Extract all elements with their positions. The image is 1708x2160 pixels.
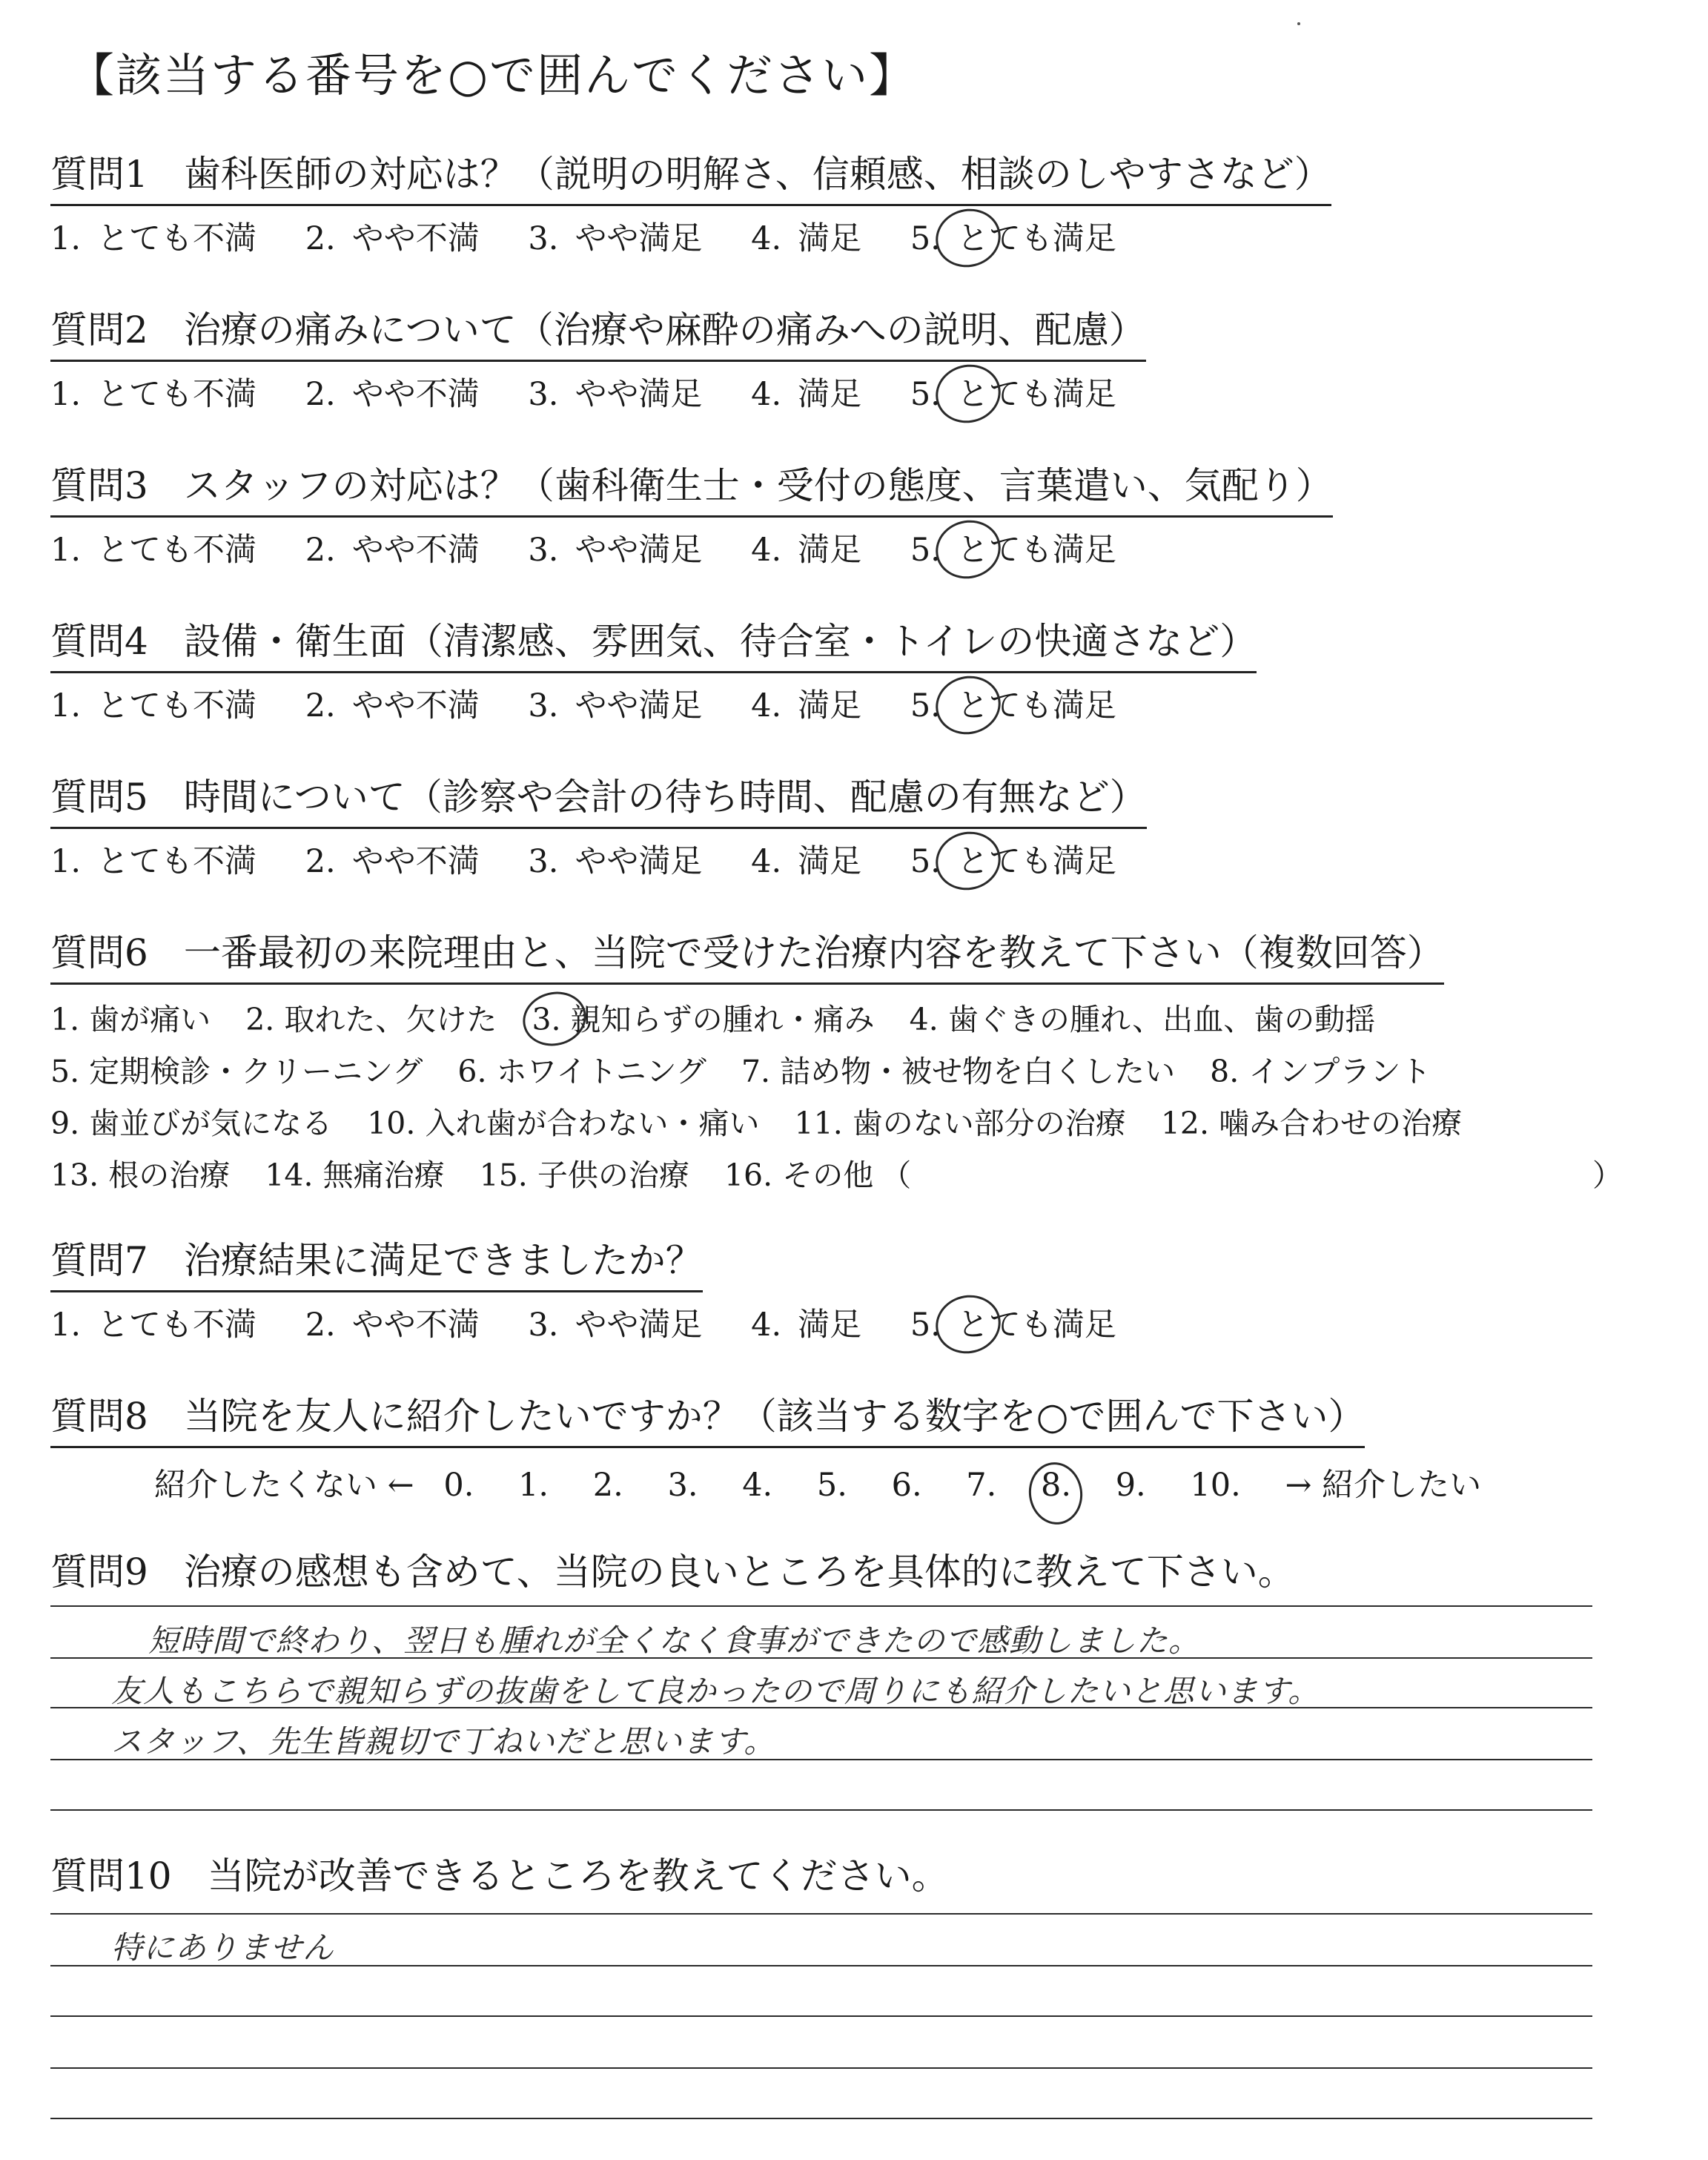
option-number: 3. (528, 220, 559, 257)
question-8 (50, 1387, 1481, 1505)
option-number: 5. (910, 687, 941, 724)
option-number: 1. (50, 687, 82, 724)
score-4[interactable] (742, 1467, 772, 1504)
option-12[interactable] (1161, 1097, 1462, 1149)
option-number: 5. (910, 1307, 941, 1344)
question-text: 歯科医師の対応は？（説明の明解さ、信頼感、相談のしやすさなど） (183, 153, 1331, 196)
option-5[interactable] (910, 525, 1116, 570)
option-number: 1. (50, 376, 82, 413)
answer-rule (50, 2067, 1592, 2069)
option-2[interactable] (305, 369, 480, 415)
rating-scale (50, 369, 1155, 415)
option-label: とても満足 (956, 532, 1116, 569)
option-2[interactable] (305, 681, 480, 726)
option-3[interactable] (528, 681, 702, 726)
question-text: 治療の痛みについて（治療や麻酔の痛みへの説明、配慮） (183, 308, 1146, 351)
option-4[interactable] (751, 214, 861, 259)
question-text: 治療結果に満足できましたか？ (183, 1239, 703, 1282)
option-label: 歯が痛い (89, 1002, 211, 1037)
question-7-title (50, 1231, 703, 1292)
option-4[interactable] (751, 369, 861, 415)
handwritten-answer-line: スタッフ、先生皆親切で丁ねいだと思います。 (111, 1723, 776, 1760)
option-3[interactable] (528, 369, 702, 415)
option-label: やや満足 (575, 843, 703, 880)
option-label: やや不満 (351, 687, 480, 724)
option-3[interactable] (528, 1300, 702, 1345)
option-number: 1. (50, 220, 82, 257)
question-3-title (50, 456, 1333, 518)
option-number: 2. (305, 687, 336, 724)
option-label: 歯のない部分の治療 (852, 1106, 1126, 1141)
option-number: 3. (528, 843, 559, 880)
option-number: 3. (528, 532, 559, 569)
question-2 (50, 300, 1155, 415)
option-1[interactable] (50, 681, 256, 726)
option-2[interactable] (305, 214, 480, 259)
question-3 (50, 456, 1333, 570)
handwritten-answer-line: 特にありません (111, 1929, 335, 1966)
score-label: 0. (443, 1467, 474, 1504)
option-label: やや満足 (575, 376, 703, 413)
question-text: 当院を友人に紹介したいですか？（該当する数字を○で囲んで下さい） (183, 1395, 1366, 1438)
option-number: 2. (305, 220, 336, 257)
option-11[interactable] (795, 1097, 1126, 1149)
option-number: 4. (751, 532, 782, 569)
option-number: 1. (50, 1002, 80, 1037)
question-7 (50, 1231, 1155, 1345)
option-2[interactable] (305, 525, 480, 570)
option-number: 5. (910, 376, 941, 413)
score-label: 1. (518, 1467, 549, 1504)
option-number: 3. (528, 376, 559, 413)
option-5[interactable] (50, 1046, 423, 1097)
option-1[interactable] (50, 994, 211, 1046)
score-label: 8. (1041, 1467, 1072, 1504)
option-row (50, 1046, 1487, 1097)
option-label: とても満足 (956, 843, 1116, 880)
option-number: 2. (305, 376, 336, 413)
option-label: やや不満 (351, 1307, 480, 1344)
question-number: 質問3 (50, 464, 148, 507)
option-label: とても不満 (97, 687, 257, 724)
option-3[interactable] (528, 836, 702, 882)
option-8[interactable] (1210, 1046, 1431, 1097)
option-number: 3. (528, 687, 559, 724)
option-1[interactable] (50, 1300, 256, 1345)
option-label: 満足 (798, 1307, 862, 1344)
option-15[interactable] (480, 1149, 689, 1201)
option-label: とても不満 (97, 532, 257, 569)
option-1[interactable] (50, 214, 256, 259)
option-label: とても不満 (97, 376, 257, 413)
selection-circle (930, 825, 1007, 897)
score-8[interactable] (1041, 1467, 1071, 1504)
option-label: インプラント (1248, 1054, 1431, 1089)
option-label: 満足 (798, 687, 862, 724)
score-label: 5. (816, 1467, 847, 1504)
question-number: 質問10 (50, 1855, 172, 1898)
option-label: 詰め物・被せ物を白くしたい (780, 1054, 1176, 1089)
option-1[interactable] (50, 525, 256, 570)
question-6-title (50, 923, 1444, 985)
option-number: 13. (50, 1157, 99, 1193)
question-1-title (50, 145, 1331, 206)
score-label: 2. (592, 1467, 623, 1504)
question-1 (50, 145, 1331, 259)
selection-circle (930, 670, 1007, 742)
option-4[interactable] (751, 1300, 861, 1345)
question-number: 質問8 (50, 1395, 148, 1438)
option-label: 子供の治療 (537, 1157, 689, 1193)
answer-rule (50, 2015, 1592, 2017)
rating-scale (50, 525, 1333, 570)
option-label: 定期検診・クリーニング (89, 1054, 423, 1089)
question-5-title (50, 767, 1147, 829)
question-8-title (50, 1387, 1365, 1448)
score-label: 9. (1115, 1467, 1146, 1504)
scale-left-label: 紹介したくない ← (154, 1467, 414, 1504)
score-7[interactable] (966, 1467, 996, 1504)
option-5[interactable] (910, 214, 1116, 259)
option-label: やや満足 (575, 1307, 703, 1344)
multi-choice-list (50, 994, 1623, 1201)
option-number: 4. (751, 687, 782, 724)
score-label: 7. (966, 1467, 997, 1504)
handwritten-answer-line: 友人もこちらで親知らずの抜歯をして良かったので周りにも紹介したいと思います。 (111, 1673, 1320, 1709)
question-2-title (50, 300, 1146, 362)
score-label: 6. (891, 1467, 922, 1504)
score-5[interactable] (817, 1467, 847, 1504)
option-5[interactable] (910, 681, 1116, 726)
option-number: 7. (741, 1054, 771, 1089)
answer-rule (50, 1605, 1592, 1607)
option-label: とても不満 (97, 1307, 257, 1344)
option-4[interactable] (751, 525, 861, 570)
option-label: ホワイトニング (496, 1054, 706, 1089)
score-2[interactable] (593, 1467, 623, 1504)
stray-mark (1297, 22, 1300, 25)
option-10[interactable] (367, 1097, 759, 1149)
option-label: とても不満 (97, 220, 257, 257)
option-number: 8. (1210, 1054, 1239, 1089)
option-label: 噛み合わせの治療 (1219, 1106, 1463, 1141)
question-text: スタッフの対応は？（歯科衛生士・受付の態度、言葉遣い、気配り） (183, 464, 1333, 507)
option-label: 歯並びが気になる (89, 1106, 333, 1141)
selection-circle (930, 358, 1007, 430)
option-number: 3. (532, 1002, 561, 1037)
option-14[interactable] (265, 1149, 444, 1201)
page-title: 【該当する番号を○で囲んでください】 (68, 48, 917, 102)
score-6[interactable] (892, 1467, 922, 1504)
option-number: 10. (367, 1106, 416, 1141)
option-label: やや不満 (351, 532, 480, 569)
option-5[interactable] (910, 836, 1116, 882)
answer-rule (50, 2118, 1592, 2119)
selection-circle (930, 514, 1007, 586)
option-label: とても満足 (956, 220, 1116, 257)
question-4-title (50, 612, 1257, 673)
selection-circle (1025, 1459, 1087, 1527)
option-9[interactable] (50, 1097, 332, 1149)
other-paren-open: （ (881, 1157, 912, 1193)
selection-circle (930, 1289, 1007, 1361)
score-0[interactable] (443, 1467, 474, 1504)
option-number: 4. (909, 1002, 939, 1037)
option-label: やや不満 (351, 376, 480, 413)
score-9[interactable] (1116, 1467, 1146, 1504)
answer-rule (50, 1913, 1592, 1915)
option-number: 1. (50, 1307, 82, 1344)
score-label: 3. (667, 1467, 698, 1504)
option-label: やや満足 (575, 687, 703, 724)
option-number: 5. (910, 220, 941, 257)
option-label: 満足 (798, 843, 862, 880)
option-3[interactable] (528, 214, 702, 259)
option-number: 2. (245, 1002, 275, 1037)
option-number: 12. (1160, 1106, 1210, 1141)
rating-scale (50, 214, 1331, 259)
option-number: 5. (50, 1054, 80, 1089)
option-1[interactable] (50, 836, 256, 882)
question-number: 質問1 (50, 153, 148, 196)
question-10 (50, 1846, 949, 1906)
score-label: 4. (742, 1467, 773, 1504)
option-number: 14. (265, 1157, 314, 1193)
score-1[interactable] (518, 1467, 549, 1504)
option-row (50, 994, 1487, 1046)
option-number: 5. (910, 843, 941, 880)
option-4[interactable] (910, 994, 1376, 1046)
option-2[interactable] (305, 1300, 480, 1345)
option-label: とても満足 (956, 1307, 1116, 1344)
option-label: やや不満 (351, 220, 480, 257)
option-number: 2. (305, 532, 336, 569)
option-7[interactable] (741, 1046, 1175, 1097)
score-10[interactable] (1190, 1467, 1240, 1504)
option-number: 5. (910, 532, 941, 569)
question-number: 質問5 (50, 776, 148, 819)
question-number: 質問4 (50, 620, 148, 663)
option-5[interactable] (910, 369, 1116, 415)
score-label: 10. (1190, 1467, 1241, 1504)
option-4[interactable] (751, 681, 861, 726)
option-label: 満足 (798, 376, 862, 413)
score-3[interactable] (667, 1467, 698, 1504)
option-row (50, 1097, 1487, 1149)
question-5 (50, 767, 1155, 882)
option-label: とても不満 (97, 843, 257, 880)
option-number: 15. (479, 1157, 528, 1193)
option-label: 歯ぐきの腫れ、出血、歯の動揺 (947, 1002, 1376, 1037)
answer-rule (50, 1809, 1592, 1811)
option-label: 取れた、欠けた (284, 1002, 497, 1037)
question-number: 質問2 (50, 308, 148, 351)
question-text: 設備・衛生面（清潔感、雰囲気、待合室・トイレの快適さなど） (183, 620, 1257, 663)
option-4[interactable] (751, 836, 861, 882)
question-10-title (50, 1846, 949, 1906)
option-label: やや満足 (575, 220, 703, 257)
option-16[interactable] (724, 1149, 911, 1201)
option-label: 根の治療 (108, 1157, 231, 1193)
option-label: 無痛治療 (322, 1157, 445, 1193)
selection-circle (517, 985, 592, 1053)
option-number: 1. (50, 532, 82, 569)
question-number: 質問9 (50, 1550, 148, 1593)
question-number: 質問7 (50, 1239, 148, 1282)
question-text: 治療の感想も含めて、当院の良いところを具体的に教えて下さい。 (183, 1550, 1295, 1593)
option-2[interactable] (245, 994, 497, 1046)
option-number: 1. (50, 843, 82, 880)
handwritten-answer-line: 短時間で終わり、翌日も腫れが全くなく食事ができたので感動しました。 (148, 1622, 1201, 1659)
option-number: 4. (751, 220, 782, 257)
option-number: 4. (751, 843, 782, 880)
option-row (50, 1149, 1623, 1201)
selection-circle (930, 202, 1007, 274)
option-label: 入れ歯が合わない・痛い (425, 1106, 760, 1141)
option-label: とても満足 (956, 687, 1116, 724)
question-6 (50, 923, 1623, 1201)
question-text: 時間について（診察や会計の待ち時間、配慮の有無など） (183, 776, 1147, 819)
option-13[interactable] (50, 1149, 230, 1201)
option-3[interactable] (528, 525, 702, 570)
rating-scale (50, 1300, 1155, 1345)
option-label: とても満足 (956, 376, 1116, 413)
rating-scale (50, 681, 1257, 726)
option-3[interactable] (532, 994, 874, 1046)
option-5[interactable] (910, 1300, 1116, 1345)
option-number: 3. (528, 1307, 559, 1344)
option-number: 6. (457, 1054, 487, 1089)
option-2[interactable] (305, 836, 480, 882)
option-number: 4. (751, 376, 782, 413)
option-number: 2. (305, 1307, 336, 1344)
option-number: 2. (305, 843, 336, 880)
option-1[interactable] (50, 369, 256, 415)
scale-right-label: → 紹介したい (1285, 1467, 1482, 1504)
other-paren-close: ） (1592, 1157, 1623, 1193)
option-6[interactable] (457, 1046, 706, 1097)
option-number: 16. (724, 1157, 773, 1193)
question-text: 一番最初の来院理由と、当院で受けた治療内容を教えて下さい（複数回答） (183, 931, 1444, 974)
option-label: その他 (782, 1157, 874, 1193)
question-9-title (50, 1542, 1295, 1602)
option-label: やや満足 (575, 532, 703, 569)
recommend-scale (154, 1460, 1481, 1505)
option-number: 11. (794, 1106, 843, 1141)
question-text: 当院が改善できるところを教えてください。 (207, 1855, 949, 1898)
option-number: 9. (50, 1106, 80, 1141)
question-4 (50, 612, 1257, 726)
option-label: 親知らずの腫れ・痛み (570, 1002, 875, 1037)
option-number: 4. (751, 1307, 782, 1344)
option-label: 満足 (798, 220, 862, 257)
rating-scale (50, 836, 1155, 882)
option-label: やや不満 (351, 843, 480, 880)
question-9 (50, 1542, 1295, 1602)
option-label: 満足 (798, 532, 862, 569)
question-number: 質問6 (50, 931, 148, 974)
